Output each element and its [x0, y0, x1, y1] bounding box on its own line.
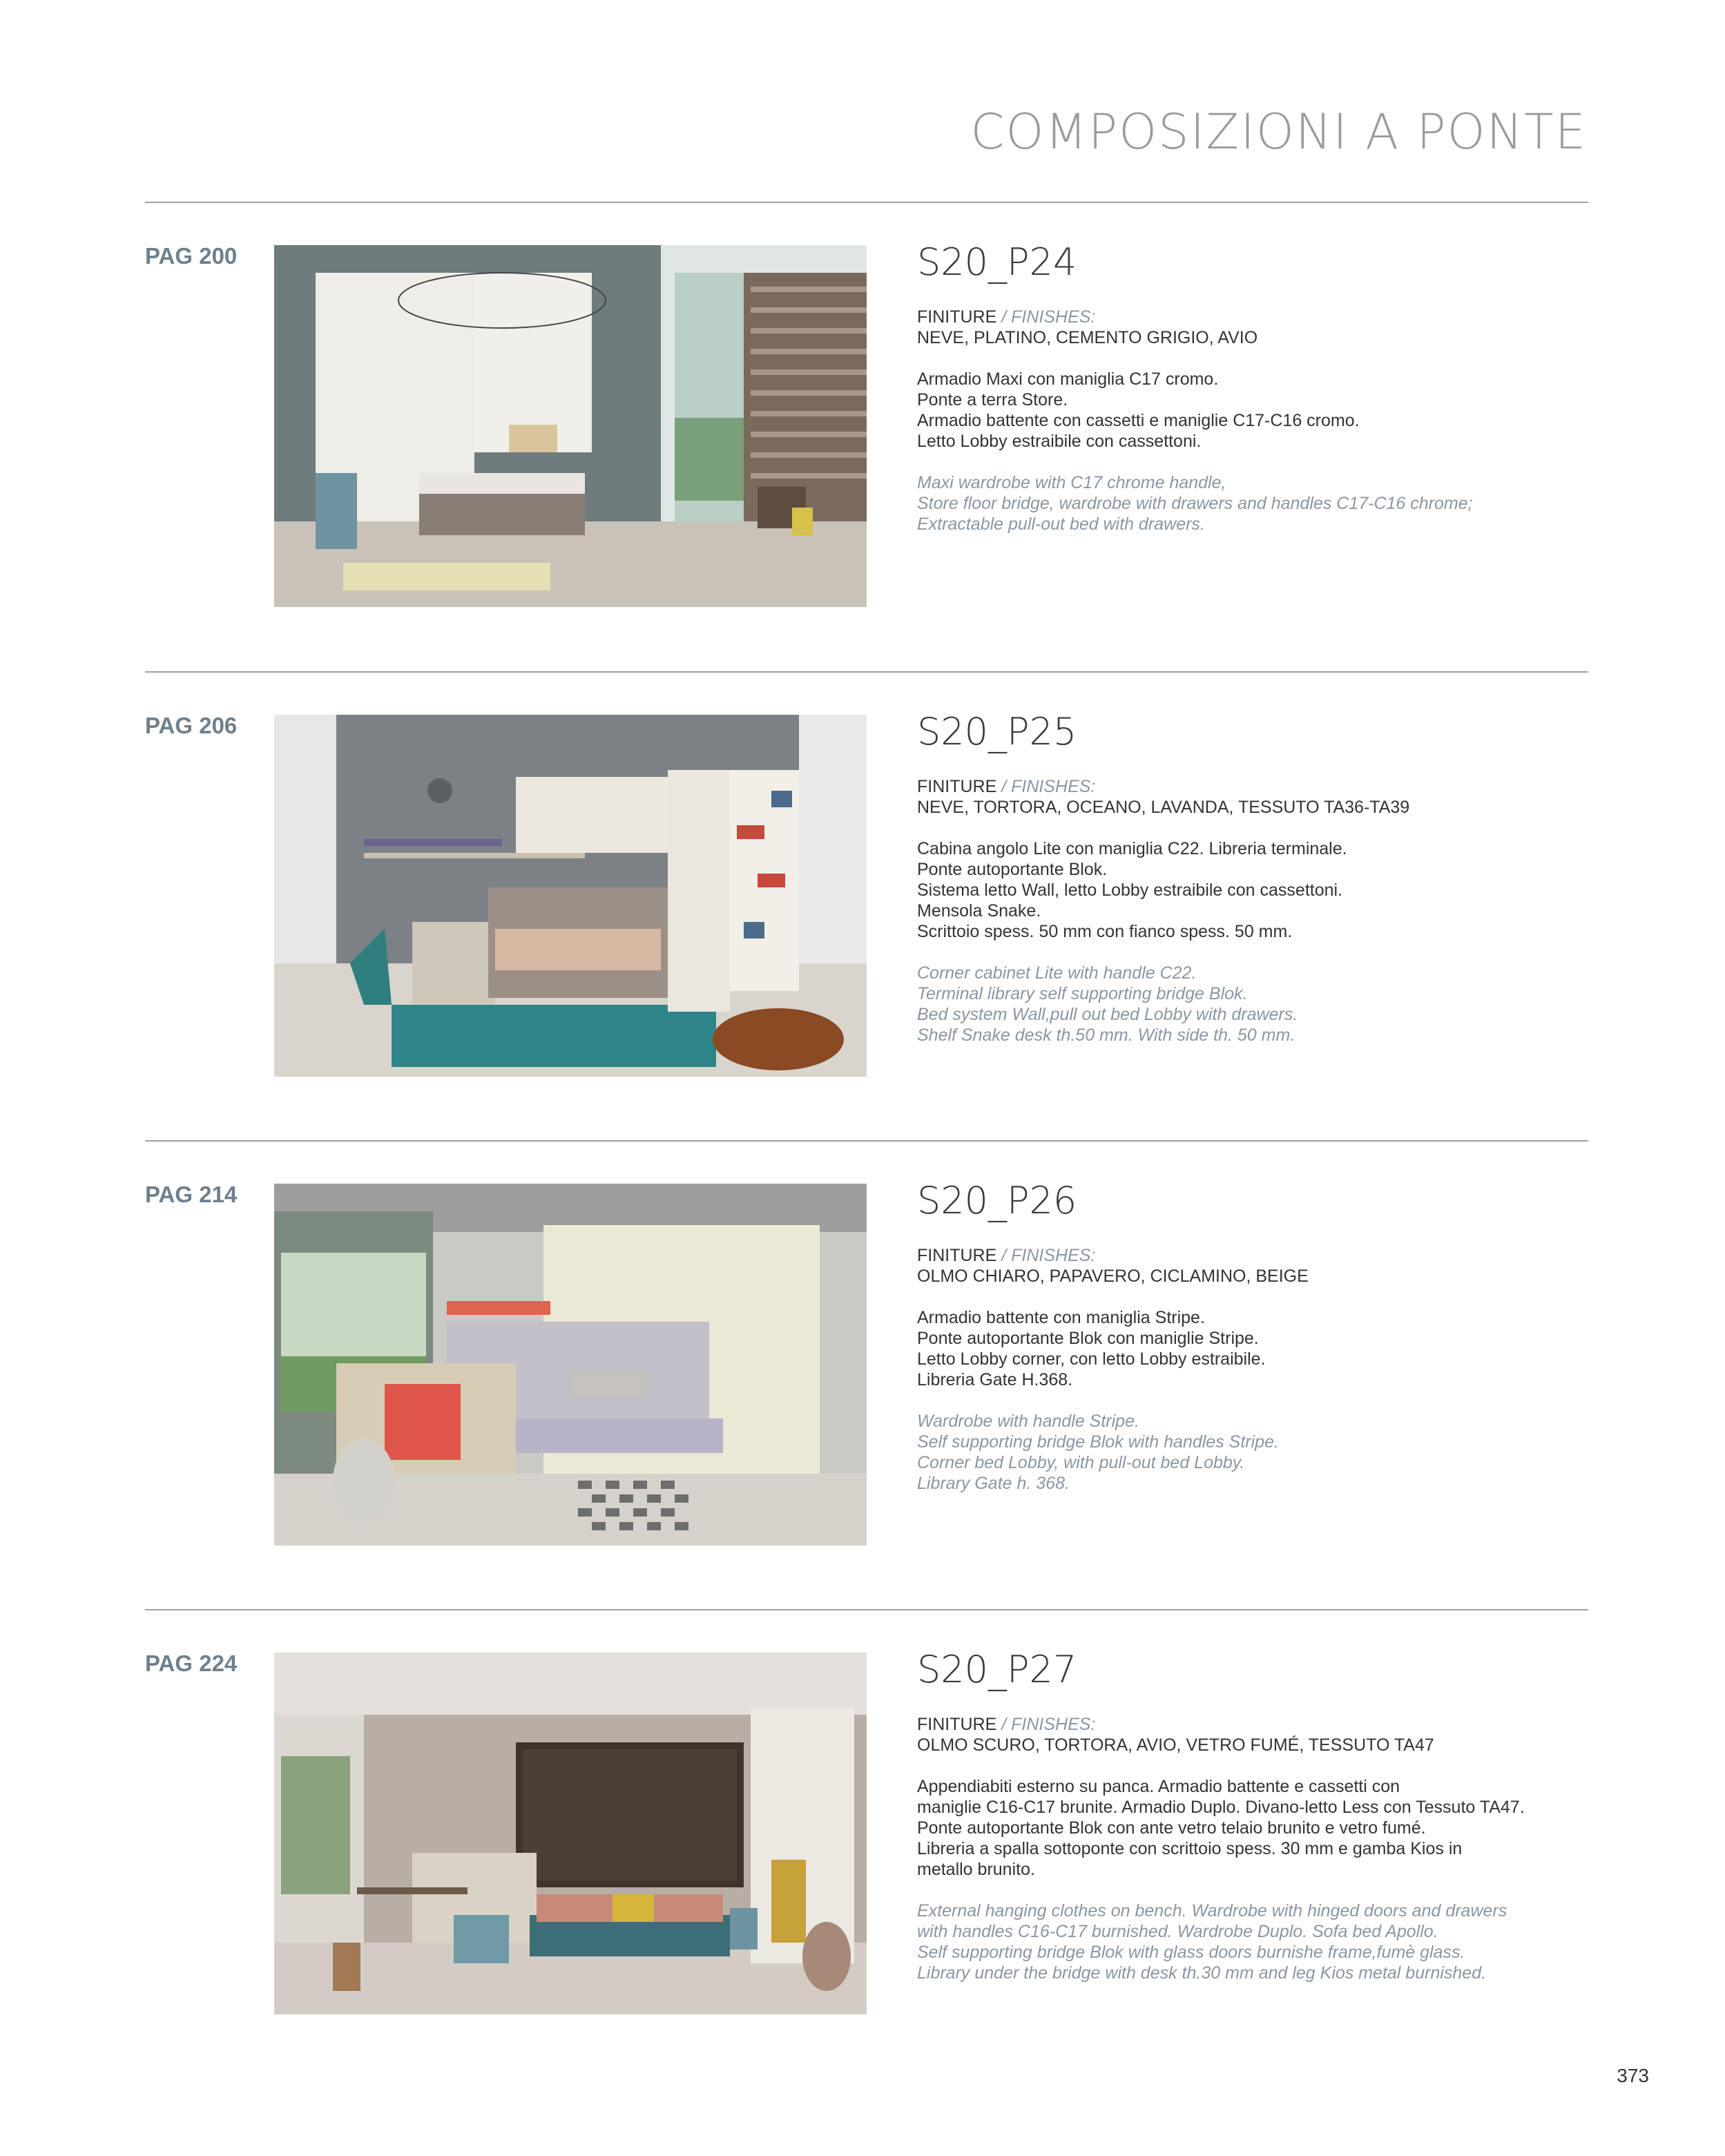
description-english — [917, 1411, 1580, 1494]
page-reference: PAG 214 — [145, 1182, 238, 1207]
description-line: Libreria Gate H.368. — [917, 1370, 1073, 1389]
entry-info-s20-p27 — [917, 1649, 1580, 1983]
product-code: S20_P25 — [917, 710, 1077, 753]
description-line: Ponte autoportante Blok con ante vetro telaio brunito e vetro fumé. — [917, 1818, 1426, 1838]
description-line: Store floor bridge, wardrobe with drawers and handles C17-C16 chrome; — [917, 494, 1473, 513]
description-line: Self supporting bridge Blok with handles Stripe. — [917, 1432, 1279, 1452]
description-line: Ponte autoportante Blok. — [917, 860, 1108, 879]
finishes-label — [917, 1245, 1580, 1266]
description-line: Terminal library self supporting bridge Blok. — [917, 984, 1248, 1003]
description-line: Letto Lobby corner, con letto Lobby estraibile. — [917, 1349, 1266, 1369]
description-line: Armadio Maxi con maniglia C17 cromo. — [917, 369, 1219, 389]
finishes-values: OLMO SCURO, TORTORA, AVIO, VETRO FUMÉ, TESSUTO TA47 — [917, 1735, 1434, 1755]
entry-info-s20-p24 — [917, 242, 1580, 535]
description-line: Scrittoio spess. 50 mm con fianco spess. 50 mm. — [917, 922, 1293, 941]
finishes-label-en: / FINISHES: — [1001, 1246, 1096, 1265]
page-reference: PAG 206 — [145, 713, 238, 738]
finishes-values: NEVE, PLATINO, CEMENTO GRIGIO, AVIO — [917, 328, 1258, 347]
entry-info-s20-p25 — [917, 711, 1580, 1046]
product-code: S20_P24 — [917, 240, 1077, 284]
finishes-label — [917, 307, 1580, 327]
description-line: Corner cabinet Lite with handle C22. — [917, 963, 1197, 983]
description-line: Corner bed Lobby, with pull-out bed Lobby. — [917, 1453, 1245, 1472]
description-line: Armadio battente con maniglia Stripe. — [917, 1308, 1205, 1327]
description-line: Library under the bridge with desk th.30 mm and leg Kios metal burnished. — [917, 1963, 1487, 1983]
description-line: Ponte a terra Store. — [917, 390, 1068, 410]
section-divider — [145, 1140, 1588, 1142]
description-line: Extractable pull-out bed with drawers. — [917, 514, 1205, 534]
description-line: Self supporting bridge Blok with glass doors burnishe frame,fumè glass. — [917, 1943, 1465, 1962]
description-line: Cabina angolo Lite con maniglia C22. Libreria terminale. — [917, 839, 1347, 858]
finishes-label-en: / FINISHES: — [1001, 1715, 1096, 1734]
description-english — [917, 472, 1580, 535]
description-line: External hanging clothes on bench. Wardrobe with hinged doors and drawers — [917, 1901, 1507, 1921]
description-italian — [917, 1776, 1580, 1880]
description-line: metallo brunito. — [917, 1860, 1035, 1879]
description-line: with handles C16-C17 burnished. Wardrobe Duplo. Sofa bed Apollo. — [917, 1922, 1438, 1941]
finishes-label-it: FINITURE — [917, 1246, 997, 1265]
description-english — [917, 963, 1580, 1046]
description-line: maniglie C16-C17 brunite. Armadio Duplo. Divano-letto Less con Tessuto TA47. — [917, 1798, 1525, 1817]
product-code: S20_P26 — [917, 1179, 1077, 1222]
description-line: Mensola Snake. — [917, 901, 1041, 921]
finishes-label-en: / FINISHES: — [1001, 307, 1096, 327]
room-photo-s20-p25 — [274, 715, 867, 1077]
description-line: Sistema letto Wall, letto Lobby estraibile con cassettoni. — [917, 880, 1343, 900]
finishes-label-en: / FINISHES: — [1001, 777, 1096, 796]
description-line: Bed system Wall,pull out bed Lobby with drawers. — [917, 1005, 1298, 1024]
description-english — [917, 1900, 1580, 1983]
room-photo-s20-p26 — [274, 1184, 867, 1546]
description-line: Armadio battente con cassetti e maniglie C17-C16 cromo. — [917, 411, 1360, 430]
description-line: Wardrobe with handle Stripe. — [917, 1412, 1139, 1431]
description-line: Shelf Snake desk th.50 mm. With side th. 50 mm. — [917, 1026, 1295, 1045]
description-italian — [917, 369, 1580, 452]
description-line: Library Gate h. 368. — [917, 1474, 1070, 1493]
room-photo-s20-p27 — [274, 1653, 867, 2014]
section-divider — [145, 1609, 1588, 1610]
finishes-label-it: FINITURE — [917, 777, 997, 796]
page-reference: PAG 224 — [145, 1650, 238, 1676]
finishes-label-it: FINITURE — [917, 307, 997, 327]
finishes-label — [917, 776, 1580, 797]
room-photo-s20-p24 — [274, 245, 867, 607]
description-line: Maxi wardrobe with C17 chrome handle, — [917, 473, 1226, 492]
section-divider — [145, 671, 1588, 673]
finishes-values: OLMO CHIARO, PAPAVERO, CICLAMINO, BEIGE — [917, 1267, 1309, 1286]
description-italian — [917, 1307, 1580, 1390]
description-line: Appendiabiti esterno su panca. Armadio battente e cassetti con — [917, 1777, 1400, 1796]
page-title: COMPOSIZIONI A PONTE — [970, 104, 1587, 160]
description-italian — [917, 838, 1580, 942]
section-divider — [145, 202, 1588, 203]
page-number: 373 — [1617, 2065, 1649, 2086]
finishes-values: NEVE, TORTORA, OCEANO, LAVANDA, TESSUTO TA36-TA39 — [917, 798, 1410, 817]
description-line: Ponte autoportante Blok con maniglie Stripe. — [917, 1329, 1259, 1348]
finishes-label-it: FINITURE — [917, 1715, 997, 1734]
page-reference: PAG 200 — [145, 243, 238, 269]
product-code: S20_P27 — [917, 1648, 1077, 1691]
entry-info-s20-p26 — [917, 1180, 1580, 1494]
description-line: Letto Lobby estraibile con cassettoni. — [917, 432, 1202, 451]
finishes-label — [917, 1714, 1580, 1735]
description-line: Libreria a spalla sottoponte con scrittoio spess. 30 mm e gamba Kios in — [917, 1839, 1463, 1858]
